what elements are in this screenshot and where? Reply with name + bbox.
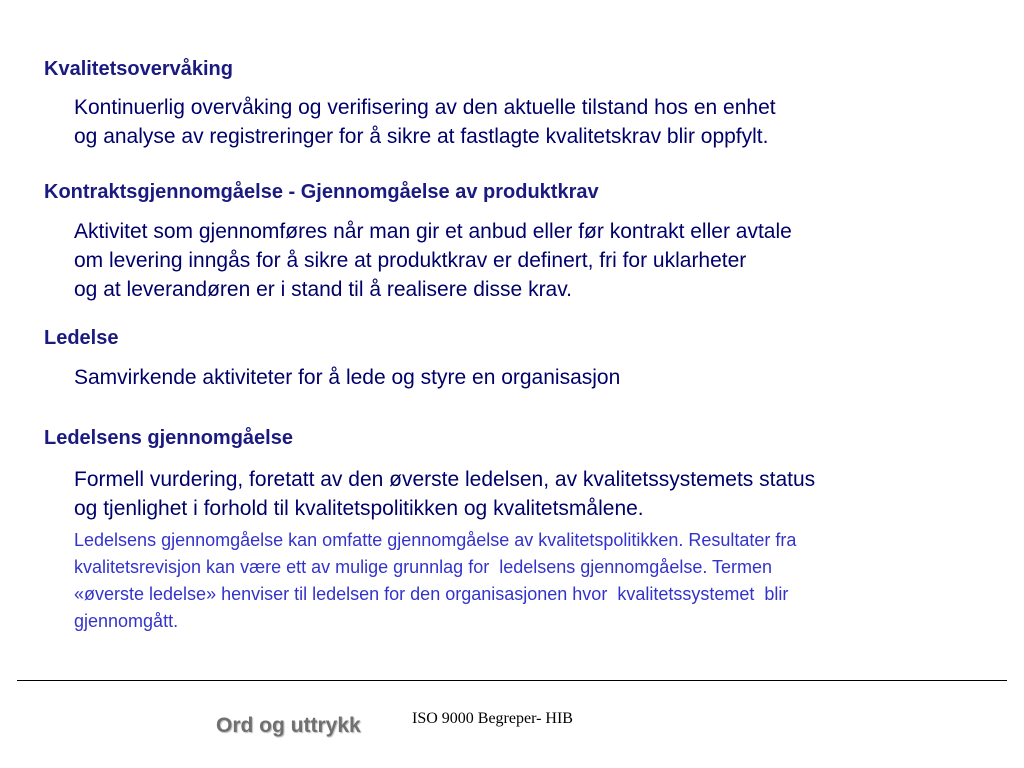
definition-line: Samvirkende aktiviteter for å lede og styre en organisasjon: [74, 366, 621, 389]
term-heading-ledelse: Ledelse: [44, 327, 119, 349]
definition-line: og at leverandøren er i stand til å realisere disse krav.: [74, 278, 573, 301]
definition-line: og analyse av registreringer for å sikre at fastlagte kvalitetskrav blir oppfylt.: [74, 125, 769, 148]
definition-ledelse: [74, 363, 620, 392]
definition-kvalitetsovervaking: [74, 93, 776, 151]
definition-line: Kontinuerlig overvåking og verifisering av den aktuelle tilstand hos en enhet: [74, 96, 776, 119]
note-line: kvalitetsrevisjon kan være ett av mulige grunnlag for ledelsens gjennomgåelse. Termen: [74, 557, 773, 577]
definition-line: Formell vurdering, foretatt av den øverste ledelsen, av kvalitetssystemets status: [74, 468, 816, 491]
definition-line: og tjenlighet i forhold til kvalitetspolitikken og kvalitetsmålene.: [74, 497, 644, 520]
definition-line: Aktivitet som gjennomføres når man gir et anbud eller før kontrakt eller avtale: [74, 220, 792, 243]
footer-title: Ord og uttrykk: [216, 714, 361, 737]
definition-line: om levering inngås for å sikre at produktkrav er definert, fri for uklarheter: [74, 249, 747, 272]
term-heading-kontraktsgjennomgaelse: Kontraktsgjennomgåelse - Gjennomgåelse av produktkrav: [44, 181, 599, 203]
note-ledelsens-gjennomgaelse: [74, 527, 796, 635]
definition-kontraktsgjennomgaelse: [74, 217, 792, 304]
footer-source: ISO 9000 Begreper- HIB: [412, 710, 573, 727]
note-line: «øverste ledelse» henviser til ledelsen for den organisasjonen hvor kvalitetssystemet blir: [74, 584, 789, 604]
term-heading-kvalitetsovervaking: Kvalitetsovervåking: [44, 58, 233, 80]
note-line: gjennomgått.: [74, 611, 179, 631]
footer-divider: [17, 680, 1007, 681]
note-line: Ledelsens gjennomgåelse kan omfatte gjennomgåelse av kvalitetspolitikken. Resultater fra: [74, 530, 797, 550]
definition-ledelsens-gjennomgaelse: [74, 465, 815, 523]
term-heading-ledelsens-gjennomgaelse: Ledelsens gjennomgåelse: [44, 427, 293, 449]
